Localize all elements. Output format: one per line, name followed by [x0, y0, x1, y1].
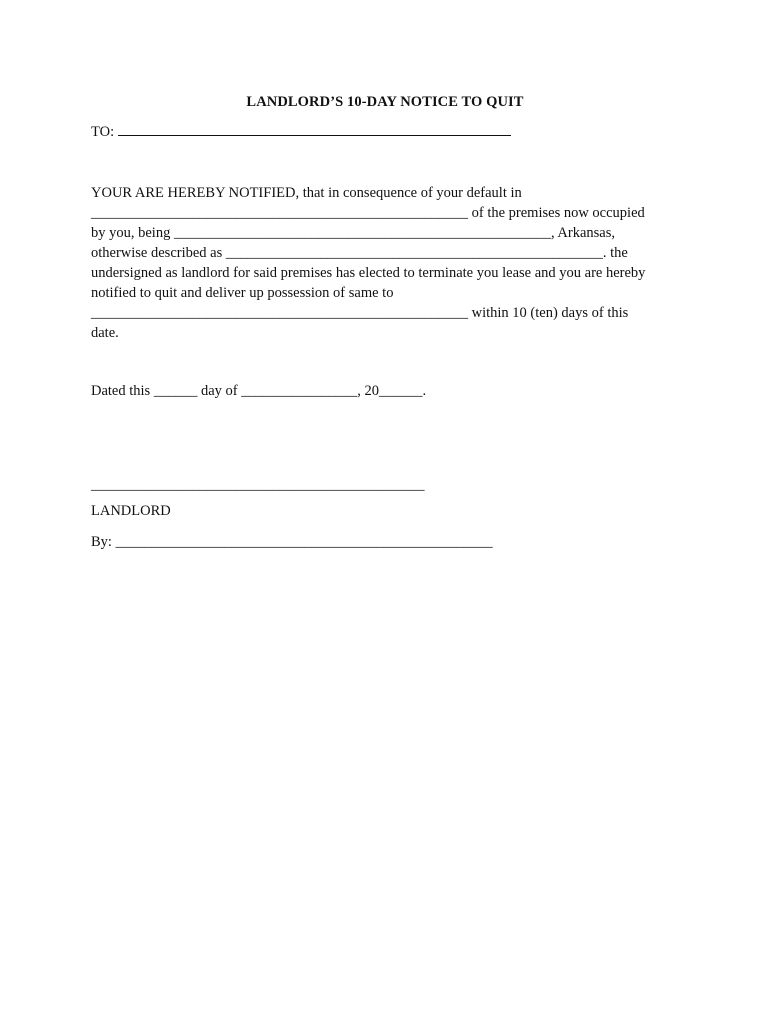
- body-line: YOUR ARE HEREBY NOTIFIED, that in consequence of your default in: [91, 185, 522, 201]
- body-line: by you, being ____________________________________________________, Arkansas,: [91, 225, 615, 241]
- body-line: notified to quit and deliver up possession of same to: [91, 285, 394, 301]
- body-line: otherwise described as ____________________________________________________. the: [91, 245, 628, 261]
- document-title: LANDLORD’S 10-DAY NOTICE TO QUIT: [246, 94, 524, 110]
- landlord-label: LANDLORD: [91, 503, 171, 519]
- notice-body: [91, 183, 681, 343]
- body-line: ____________________________________________________ of the premises now occupied: [91, 205, 645, 221]
- body-line: ____________________________________________________ within 10 (ten) days of this: [91, 305, 629, 321]
- body-line: date.: [91, 325, 119, 341]
- by-line: By: ____________________________________________________: [91, 534, 493, 550]
- to-blank-field[interactable]: [118, 123, 511, 136]
- dated-line: Dated this ______ day of ________________, 20______.: [91, 383, 427, 399]
- to-line: [91, 123, 511, 141]
- body-line: undersigned as landlord for said premises has elected to terminate you lease and you are hereby: [91, 265, 646, 281]
- to-label: TO:: [91, 124, 115, 140]
- signature-line: ______________________________________________: [91, 477, 425, 493]
